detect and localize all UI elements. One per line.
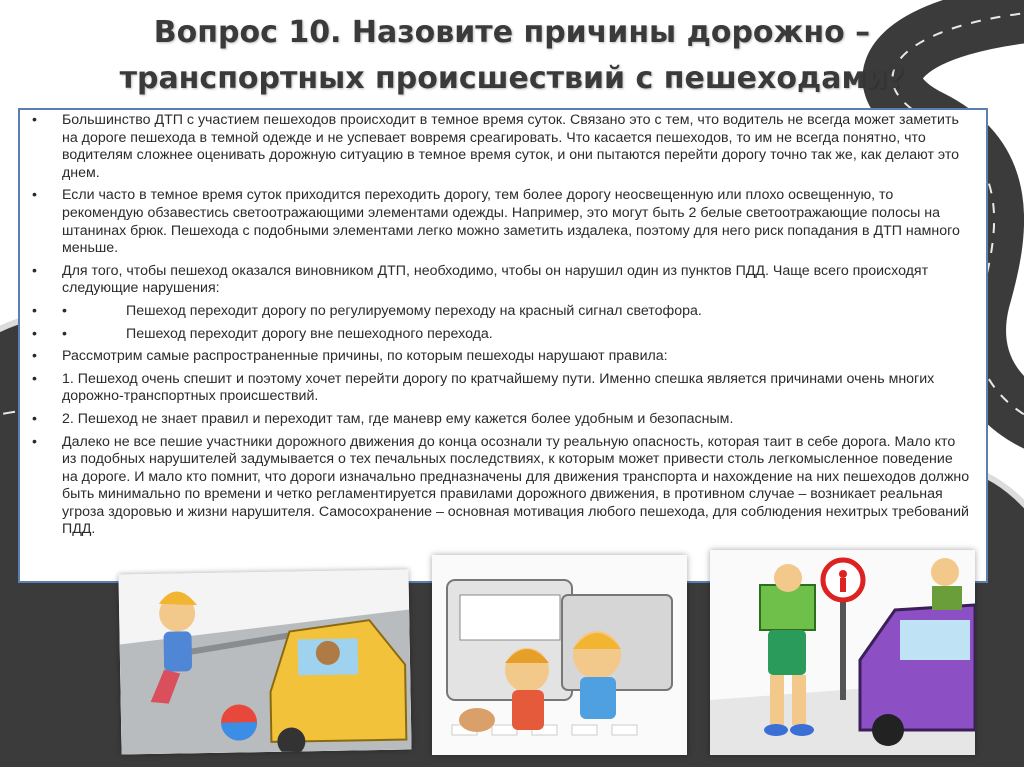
bullet-item (28, 371, 972, 406)
bullet-mark: • (32, 112, 37, 128)
bullet-mark: • (32, 370, 37, 387)
bullet-item (28, 411, 972, 429)
bullet-mark: • (32, 302, 37, 319)
reading-boy-car-illustration (710, 550, 975, 755)
bullet-text: 1. Пешеход очень спешит и поэтому хочет перейти дорогу по кратчайшему пути. Именно спешка является причинами очень многих дорожно-транспортных происшествий. (62, 370, 935, 405)
sub-bullet-mark: • (62, 325, 67, 342)
sub-bullet-mark: • (62, 302, 67, 319)
bullet-mark: • (32, 262, 37, 279)
bullet-text: 2. Пешеход не знает правил и переходит там, где маневр ему кажется более удобным и безопасным. (62, 410, 734, 427)
bullet-mark: • (32, 410, 37, 427)
page-title (0, 10, 1024, 102)
bullet-item (28, 187, 972, 257)
bullet-text: Далеко не все пешие участники дорожного движения до конца осознали ту реальную опасность, которая таит в себе дорога. Мало кто из подобных нарушителей задумывается о тех печальных последствиях, к которым может привести столь легкомысленное поведение на дороге. И мало кто помнит, что дороги изначально предназначены для движения транспорта и нахождение на них пешеходов должно быть минимально по времени и четко регламентируется правилами дорожного движения, в противном случае – возникает реальная угроза здоровью и жизни нарушителя. Самосохранение – основная мотивация любого пешехода, для соблюдения нехитрых требований ПДД. (62, 433, 970, 538)
bullet-text: Пешеход переходит дорогу по регулируемому переходу на красный сигнал светофора. (126, 302, 702, 319)
girl-ball-car-illustration (118, 569, 411, 754)
bullet-item (28, 112, 972, 182)
bullet-item (28, 348, 972, 366)
text-panel (18, 108, 988, 583)
bullet-text: Если часто в темное время суток приходится переходить дорогу, тем более дорогу неосвещенную или плохо освещенную, то рекомендую обзавестись светоотражающими элементами одежды. Например, это могут быть 2 белые светоотражающие полосы на штанинах брюк. Пешехода с подобными элементами легко можно заметить издалека, поэтому для него риск попадания в ДТП намного меньше. (62, 187, 960, 257)
bullet-mark: • (32, 325, 37, 342)
bullet-text: Для того, чтобы пешеход оказался виновником ДТП, необходимо, чтобы он нарушил один из пунктов ПДД. Чаще всего происходят следующие нарушения: (62, 262, 929, 297)
bullet-item (28, 263, 972, 298)
title-line-2: транспортных происшествий с пешеходами? (119, 61, 905, 96)
bullet-mark: • (32, 433, 37, 450)
kids-crossing-truck-illustration (432, 555, 687, 755)
bullet-text: Пешеход переходит дорогу вне пешеходного перехода. (126, 325, 493, 342)
bullet-mark: • (32, 348, 37, 365)
bullet-item (28, 434, 972, 540)
bullet-item (28, 303, 972, 321)
bullet-text: Большинство ДТП с участием пешеходов происходит в темное время суток. Связано это с тем, что водитель не всегда может заметить на дороге пешехода в темной одежде и не успевает вовремя среагировать. Что касается пешеходов, то им не всегда понятно, что водителям сложнее оценивать дорожную ситуацию в темное время суток, и они пытаются перейти дорогу точно так же, как делают это днем. (62, 112, 960, 181)
title-line-1: Вопрос 10. Назовите причины дорожно – (153, 15, 871, 50)
bullet-item (28, 326, 972, 344)
bullet-text: Рассмотрим самые распространенные причины, по которым пешеходы нарушают правила: (62, 348, 668, 365)
bullet-mark: • (32, 187, 37, 204)
